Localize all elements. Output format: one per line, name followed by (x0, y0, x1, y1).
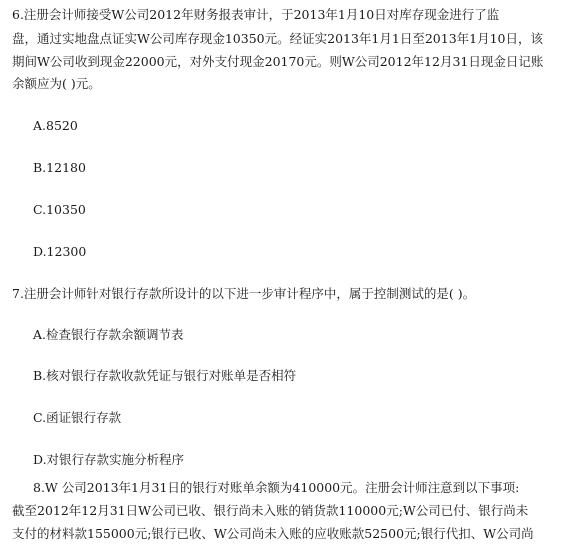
question-8-line-1: 8.W 公司2013年1月31日的银行对账单余额为410000元。注册会计师注意到以下事项: (33, 480, 520, 495)
question-6-option-d: D.12300 (33, 244, 87, 259)
question-7-option-b: B.核对银行存款收款凭证与银行对账单是否相符 (33, 368, 297, 383)
question-6-line-1: 6.注册会计师接受W公司2012年财务报表审计，于2013年1月10日对库存现金进行了监 (12, 7, 500, 22)
question-7-option-a: A.检查银行存款余额调节表 (33, 327, 184, 342)
question-7-option-d: D.对银行存款实施分析程序 (33, 452, 185, 467)
question-6-line-2: 盘，通过实地盘点证实W公司库存现金10350元。经证实2013年1月1日至2013年1月10日，该 (12, 31, 544, 46)
question-8-line-2: 截至2012年12月31日W公司已收、银行尚未入账的销货款110000元;W公司已付、银行尚未 (12, 503, 529, 518)
question-7-line-1: 7.注册会计师针对银行存款所设计的以下进一步审计程序中，属于控制测试的是( )。 (12, 286, 476, 301)
question-6-option-b: B.12180 (33, 160, 86, 175)
question-8-line-3: 支付的材料款155000元;银行已收、W公司尚未入账的应收账款52500元;银行代扣、W公司尚 (12, 526, 534, 541)
question-7-option-c: C.函证银行存款 (33, 410, 122, 425)
question-6-line-4: 余额应为( )元。 (12, 76, 101, 91)
question-6-option-a: A.8520 (33, 118, 78, 133)
question-6-option-c: C.10350 (33, 202, 86, 217)
question-6-line-3: 期间W公司收到现金22000元，对外支付现金20170元。则W公司2012年12月31日现金日记账 (12, 54, 544, 69)
